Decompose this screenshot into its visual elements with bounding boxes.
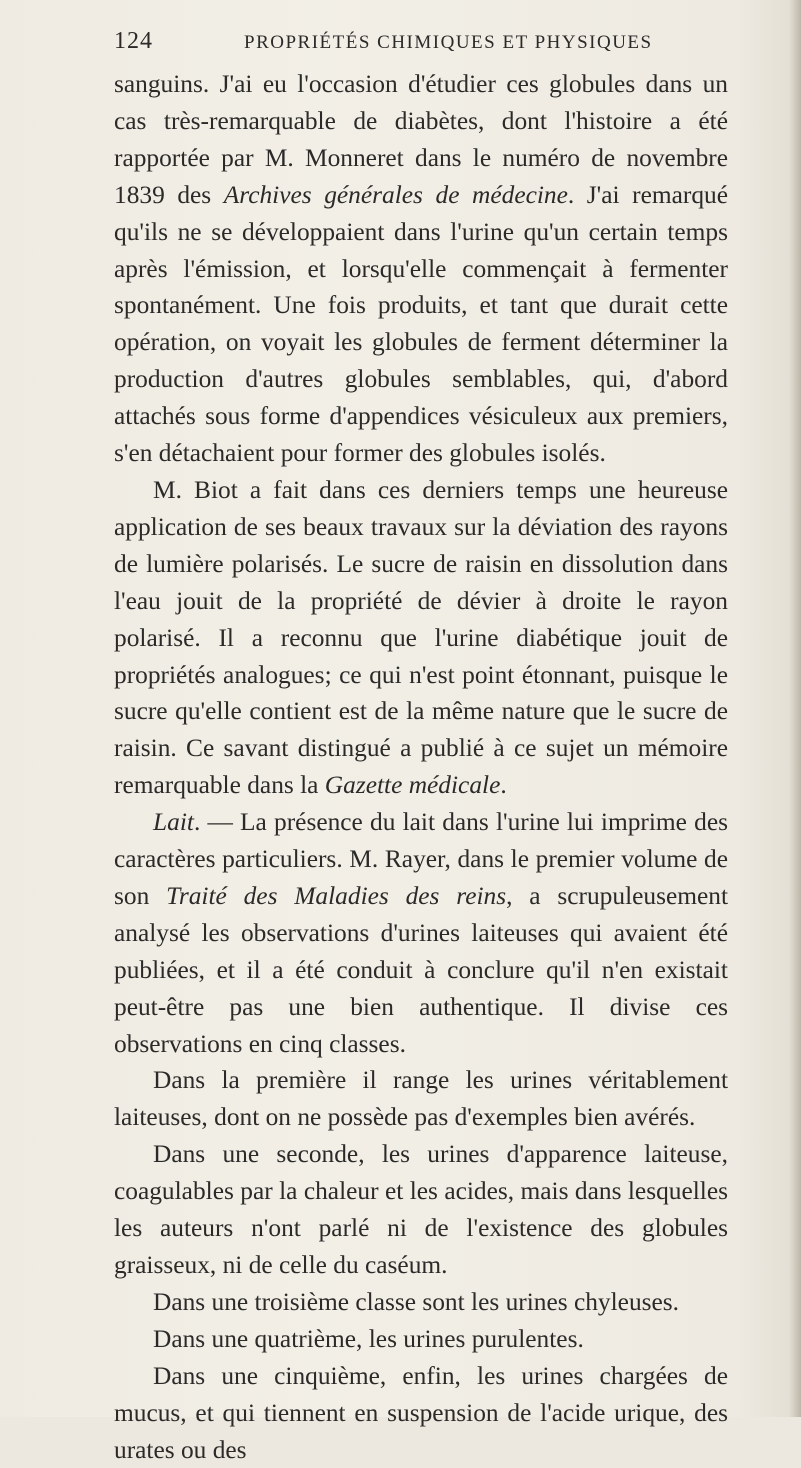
- paragraph: [114, 1358, 728, 1468]
- running-title: PROPRIÉTÉS CHIMIQUES ET PHYSIQUES: [244, 32, 653, 53]
- text-run: Dans une troisième classe sont les urines chyleuses.: [153, 1287, 680, 1316]
- page-edge-shadow: [789, 0, 801, 1417]
- text-run: . — La présence du lait dans l'urine lui imprime des caractères particuliers. M. Rayer, dans le premier volume de son: [114, 808, 728, 910]
- paragraph: [114, 1062, 728, 1136]
- italic-text: Archives générales de médecine: [223, 180, 568, 209]
- paragraph: [114, 66, 728, 472]
- page-number: 124: [114, 28, 153, 54]
- text-run: , a scrupuleusement analysé les observations d'urines laiteuses qui avaient été publiées, et il a été conduit à conclure qu'il n'en existait peut-être pas une bien authentique. Il divise ces observations en cinq classes.: [114, 881, 729, 1058]
- italic-text: Gazette médicale: [324, 771, 501, 800]
- italic-text: Lait: [153, 808, 194, 837]
- paragraph: [114, 472, 728, 804]
- page-header: [114, 28, 734, 62]
- text-run: . J'ai remarqué qu'ils ne se développaient dans l'urine qu'un certain temps après l'émission, et lorsqu'elle commençait à fermenter spontanément. Une fois produits, et tant que durait cette opération, on voyait les globules de ferment déterminer la production d'autres globules semblables, qui, d'abord attachés sous forme d'appendices vésiculeux aux premiers, s'en détachaient pour former des globules isolés.: [114, 180, 729, 468]
- text-run: .: [500, 771, 507, 800]
- text-run: sanguins. J'ai eu l'occasion d'étudier ces globules dans un cas très-remarquable de diabètes, dont l'histoire a été rapportée par M. Monneret dans le numéro de novembre 1839 des: [114, 70, 728, 209]
- text-run: Dans une cinquième, enfin, les urines chargées de mucus, et qui tiennent en suspension de l'acide urique, des urates ou des: [114, 1361, 728, 1464]
- paragraph: [114, 1136, 728, 1284]
- paragraph: [114, 1284, 728, 1321]
- body-text: [114, 66, 728, 1468]
- text-run: Dans une seconde, les urines d'apparence laiteuse, coagulables par la chaleur et les acides, mais dans lesquelles les auteurs n'ont parlé ni de l'existence des globules graisseux, ni de celle du caséum.: [114, 1140, 728, 1279]
- paragraph: [114, 804, 728, 1062]
- text-run: Dans la première il range les urines véritablement laiteuses, dont on ne possède pas d'exemples bien avérés.: [114, 1066, 728, 1132]
- text-run: Dans une quatrième, les urines purulentes.: [153, 1324, 584, 1353]
- italic-text: Traité des Maladies des reins: [166, 881, 507, 910]
- paragraph: [114, 1321, 728, 1358]
- text-run: M. Biot a fait dans ces derniers temps une heureuse application de ses beaux travaux sur la déviation des rayons de lumière polarisés. Le sucre de raisin en dissolution dans l'eau jouit de la propriété de dévier à droite le rayon polarisé. Il a reconnu que l'urine diabétique jouit de propriétés analogues; ce qui n'est point étonnant, puisque le sucre qu'elle contient est de la même nature que le sucre de raisin. Ce savant distingué a publié à ce sujet un mémoire remarquable dans la: [114, 475, 728, 800]
